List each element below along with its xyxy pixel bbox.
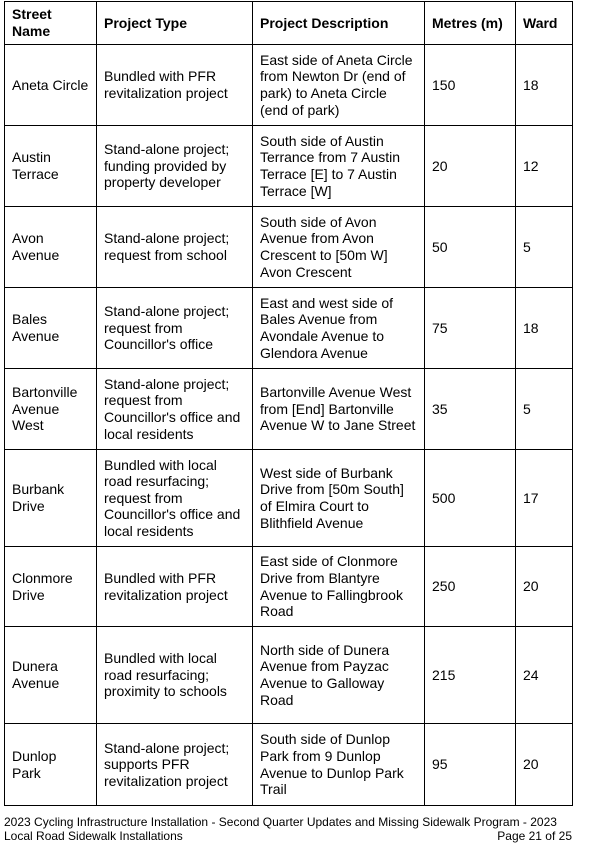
table-row [5, 547, 573, 627]
header-ward: Ward [516, 2, 573, 45]
cell-description: South side of Austin Terrance from 7 Austin Terrace [E] to 7 Austin Terrace [W] [253, 126, 425, 207]
cell-ward: 5 [516, 369, 573, 450]
page-number: Page 21 of 25 [497, 830, 572, 843]
table-header-row [5, 2, 573, 45]
cell-metres: 95 [425, 724, 516, 806]
cell-metres: 500 [425, 450, 516, 547]
cell-street: Burbank Drive [5, 450, 97, 547]
table-row [5, 369, 573, 450]
table-row [5, 288, 573, 369]
cell-street: Dunlop Park [5, 724, 97, 806]
cell-ward: 5 [516, 207, 573, 288]
cell-description: South side of Avon Avenue from Avon Crescent to [50m W] Avon Crescent [253, 207, 425, 288]
cell-metres: 215 [425, 627, 516, 724]
cell-ward: 20 [516, 724, 573, 806]
cell-street: Bartonville Avenue West [5, 369, 97, 450]
cell-description: Bartonville Avenue West from [End] Bartonville Avenue W to Jane Street [253, 369, 425, 450]
footer-subtitle: Local Road Sidewalk Installations [4, 830, 183, 843]
table-row [5, 207, 573, 288]
cell-ward: 12 [516, 126, 573, 207]
cell-description: East side of Aneta Circle from Newton Dr (end of park) to Aneta Circle (end of park) [253, 45, 425, 126]
cell-project-type: Stand-alone project; supports PFR revitalization project [97, 724, 253, 806]
cell-project-type: Bundled with PFR revitalization project [97, 547, 253, 627]
table-row [5, 126, 573, 207]
cell-street: Avon Avenue [5, 207, 97, 288]
cell-street: Bales Avenue [5, 288, 97, 369]
header-project-description: Project Description [253, 2, 425, 45]
cell-description: North side of Dunera Avenue from Payzac Avenue to Galloway Road [253, 627, 425, 724]
cell-ward: 20 [516, 547, 573, 627]
cell-description: East side of Clonmore Drive from Blantyre Avenue to Fallingbrook Road [253, 547, 425, 627]
cell-metres: 50 [425, 207, 516, 288]
header-metres: Metres (m) [425, 2, 516, 45]
cell-ward: 17 [516, 450, 573, 547]
cell-street: Austin Terrace [5, 126, 97, 207]
cell-project-type: Stand-alone project; request from Councillor's office [97, 288, 253, 369]
page-footer [4, 816, 572, 843]
cell-project-type: Bundled with local road resurfacing; request from Councillor's office and local residents [97, 450, 253, 547]
header-project-type: Project Type [97, 2, 253, 45]
cell-project-type: Stand-alone project; request from school [97, 207, 253, 288]
cell-street: Aneta Circle [5, 45, 97, 126]
cell-project-type: Bundled with PFR revitalization project [97, 45, 253, 126]
cell-metres: 150 [425, 45, 516, 126]
cell-metres: 250 [425, 547, 516, 627]
table-row [5, 724, 573, 806]
cell-description: South side of Dunlop Park from 9 Dunlop Avenue to Dunlop Park Trail [253, 724, 425, 806]
cell-description: West side of Burbank Drive from [50m South] of Elmira Court to Blithfield Avenue [253, 450, 425, 547]
cell-project-type: Stand-alone project; funding provided by property developer [97, 126, 253, 207]
table-row [5, 627, 573, 724]
cell-ward: 24 [516, 627, 573, 724]
header-street-name: Street Name [5, 2, 97, 45]
cell-description: East and west side of Bales Avenue from Avondale Avenue to Glendora Avenue [253, 288, 425, 369]
footer-title: 2023 Cycling Infrastructure Installation - Second Quarter Updates and Missing Sidewalk Program - 2023 [4, 816, 572, 830]
cell-street: Clonmore Drive [5, 547, 97, 627]
cell-ward: 18 [516, 45, 573, 126]
table-row [5, 450, 573, 547]
cell-ward: 18 [516, 288, 573, 369]
cell-project-type: Stand-alone project; request from Councillor's office and local residents [97, 369, 253, 450]
cell-project-type: Bundled with local road resurfacing; proximity to schools [97, 627, 253, 724]
cell-metres: 75 [425, 288, 516, 369]
cell-street: Dunera Avenue [5, 627, 97, 724]
table-row [5, 45, 573, 126]
cell-metres: 20 [425, 126, 516, 207]
cell-metres: 35 [425, 369, 516, 450]
sidewalk-installations-table [4, 1, 573, 806]
